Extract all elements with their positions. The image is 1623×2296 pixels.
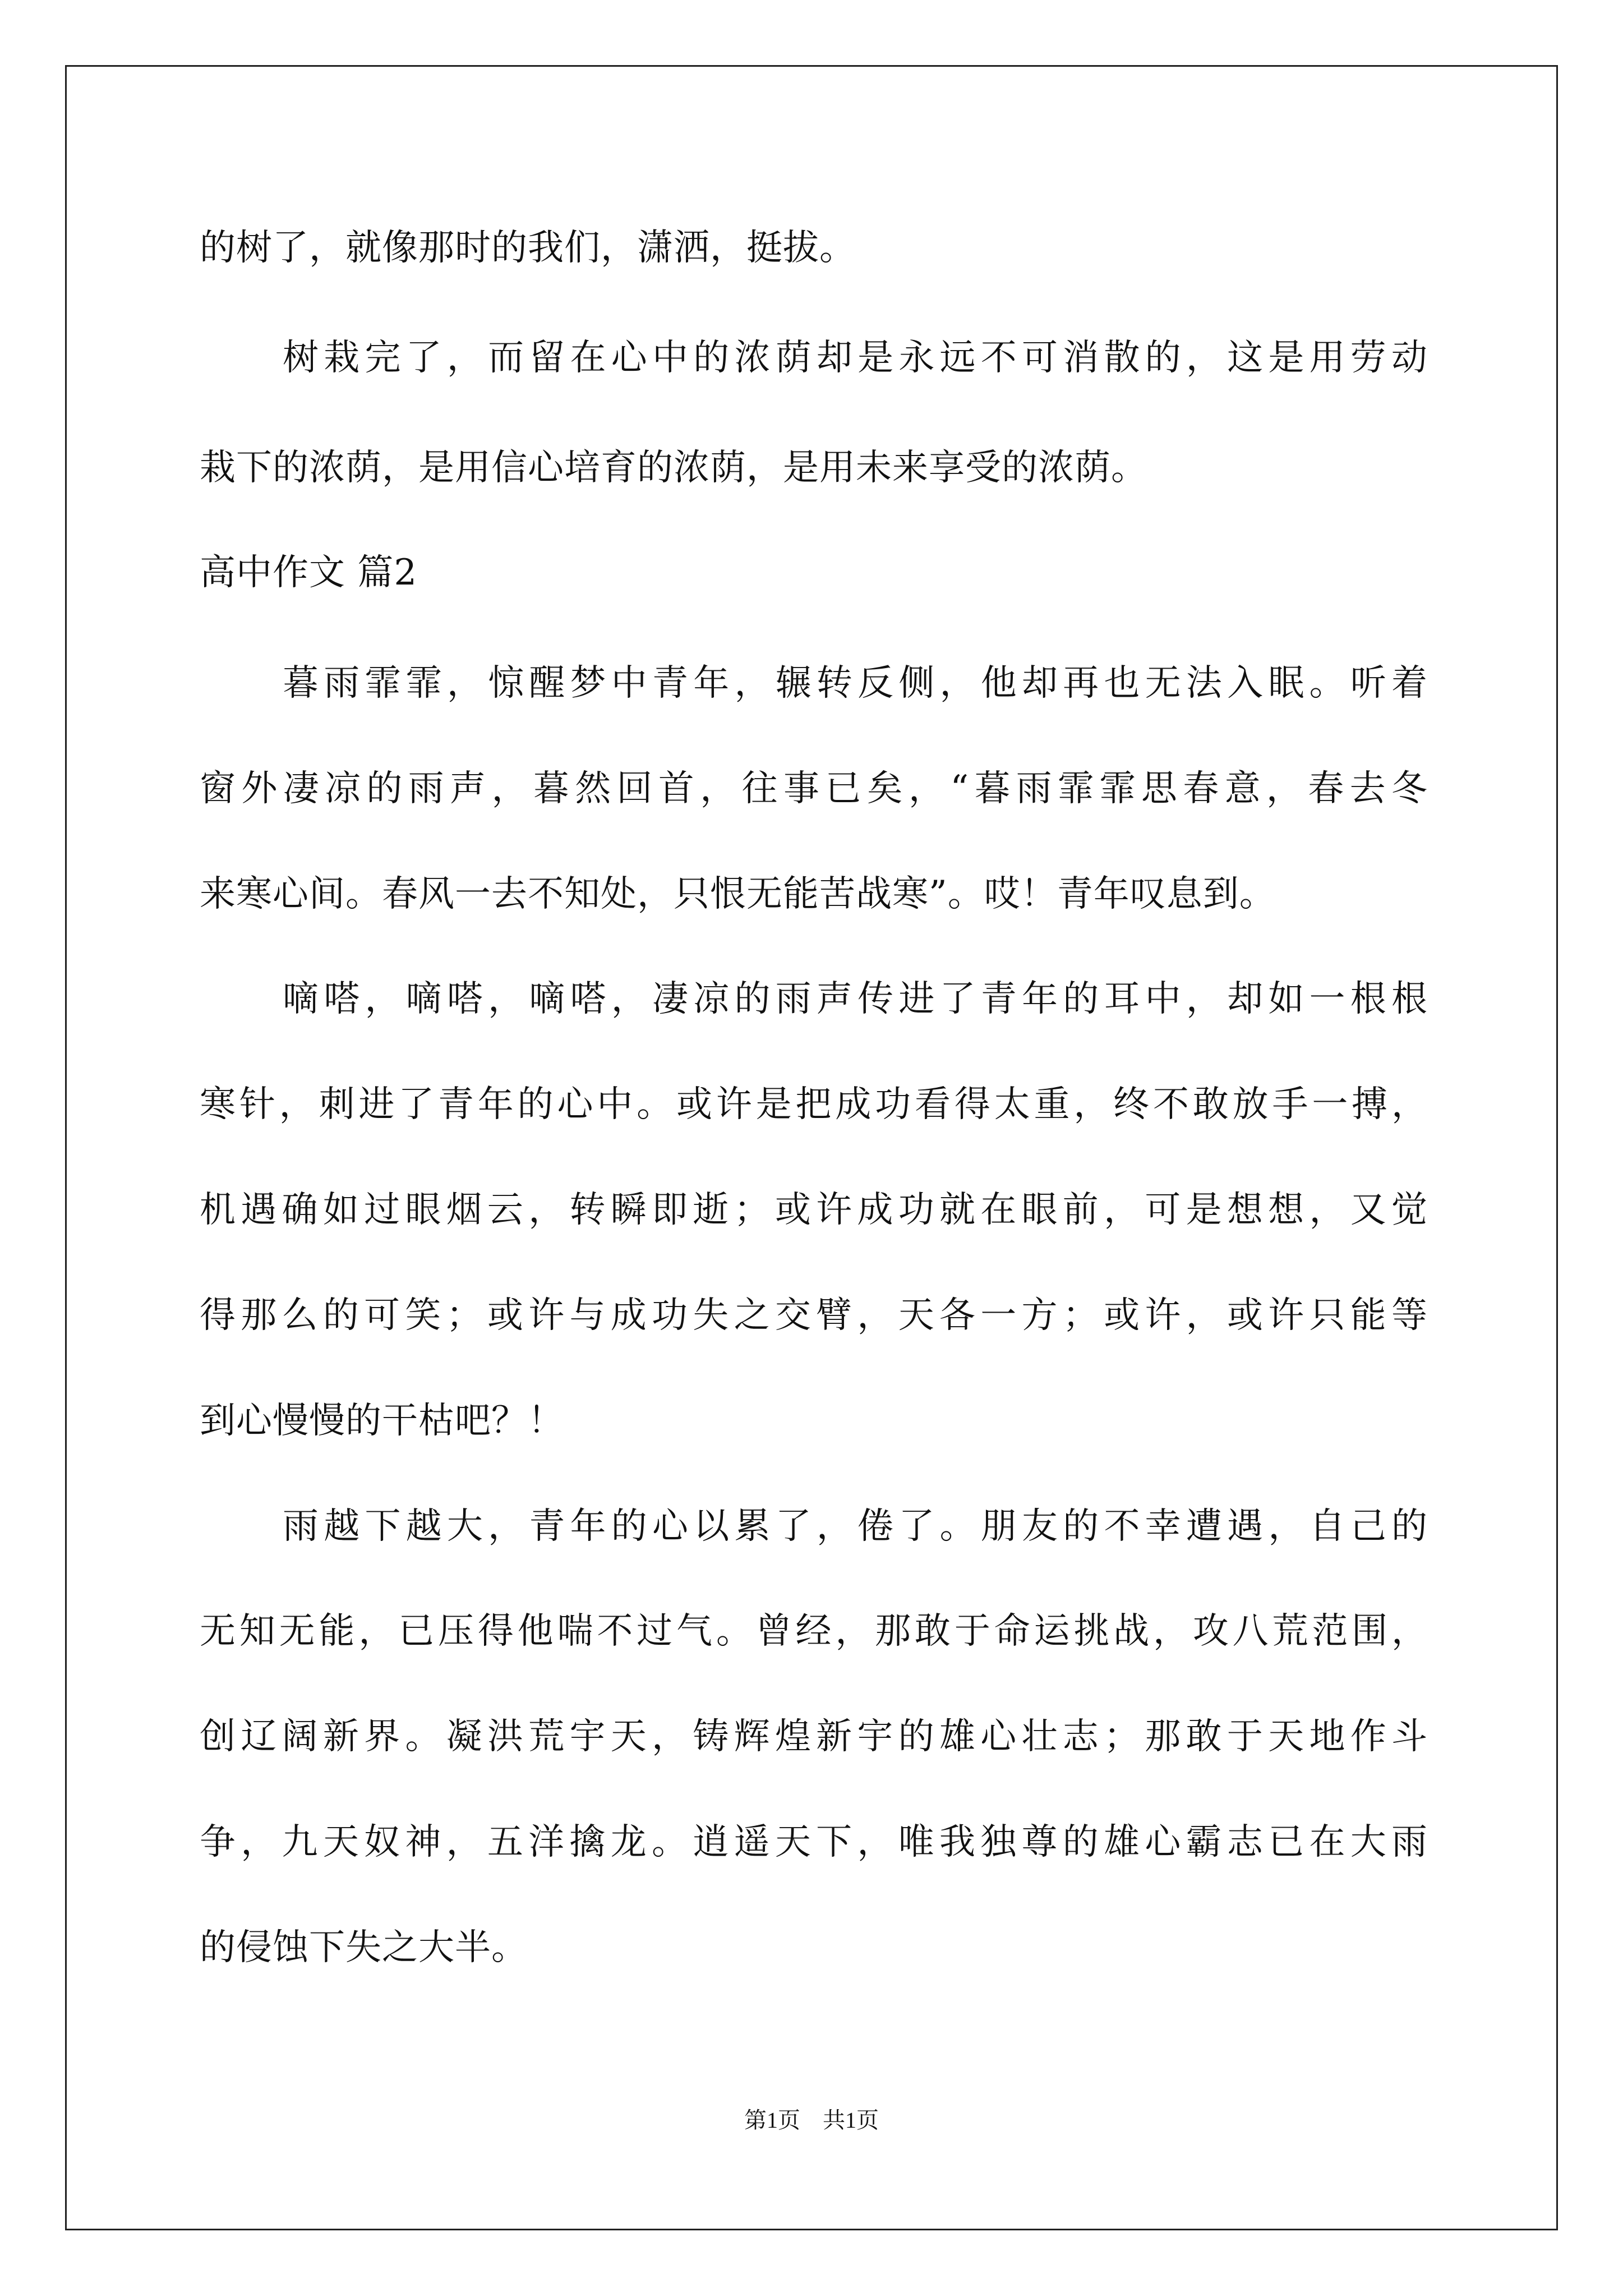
paragraph-line: 的树了，就像那时的我们，潇洒，挺拔。 bbox=[200, 227, 856, 269]
paragraph-line: 嘀嗒，嘀嗒，嘀嗒，凄凉的雨声传进了青年的耳中，却如一根根 bbox=[283, 978, 1428, 1020]
paragraph-line: 到心慢慢的干枯吧？！ bbox=[200, 1400, 564, 1442]
paragraph-line: 争，九天奴神，五洋擒龙。逍遥天下，唯我独尊的雄心霸志已在大雨 bbox=[200, 1821, 1428, 1863]
paragraph-line: 来寒心间。春风一去不知处，只恨无能苦战寒”。哎！青年叹息到。 bbox=[200, 873, 1276, 915]
paragraph-line: 树栽完了，而留在心中的浓荫却是永远不可消散的，这是用劳动 bbox=[283, 337, 1428, 379]
page-number: 第1页 共1页 bbox=[744, 2108, 879, 2133]
paragraph-line: 暮雨霏霏，惊醒梦中青年，辗转反侧，他却再也无法入眠。听着 bbox=[283, 662, 1428, 704]
paragraph-line: 无知无能，已压得他喘不过气。曾经，那敢于命运挑战，攻八荒范围， bbox=[200, 1611, 1428, 1652]
paragraph-line: 得那么的可笑；或许与成功失之交臂，天各一方；或许，或许只能等 bbox=[200, 1295, 1428, 1336]
paragraph-line: 的侵蚀下失之大半。 bbox=[200, 1927, 528, 1968]
paragraph-line: 机遇确如过眼烟云，转瞬即逝；或许成功就在眼前，可是想想，又觉 bbox=[200, 1189, 1428, 1231]
paragraph-line: 雨越下越大，青年的心以累了，倦了。朋友的不幸遭遇，自己的 bbox=[283, 1506, 1428, 1547]
paragraph-line: 寒针，刺进了青年的心中。或许是把成功看得太重，终不敢放手一搏， bbox=[200, 1084, 1428, 1125]
paragraph-line: 窗外凄凉的雨声，暮然回首，往事已矣，“暮雨霏霏思春意，春去冬 bbox=[200, 768, 1428, 809]
paragraph-line: 创辽阔新界。凝洪荒宇天，铸辉煌新宇的雄心壮志；那敢于天地作斗 bbox=[200, 1716, 1428, 1757]
paragraph-line: 栽下的浓荫，是用信心培育的浓荫，是用未来享受的浓荫。 bbox=[200, 447, 1147, 489]
page-border bbox=[65, 65, 1558, 2230]
section-heading: 高中作文 篇2 bbox=[200, 552, 418, 593]
